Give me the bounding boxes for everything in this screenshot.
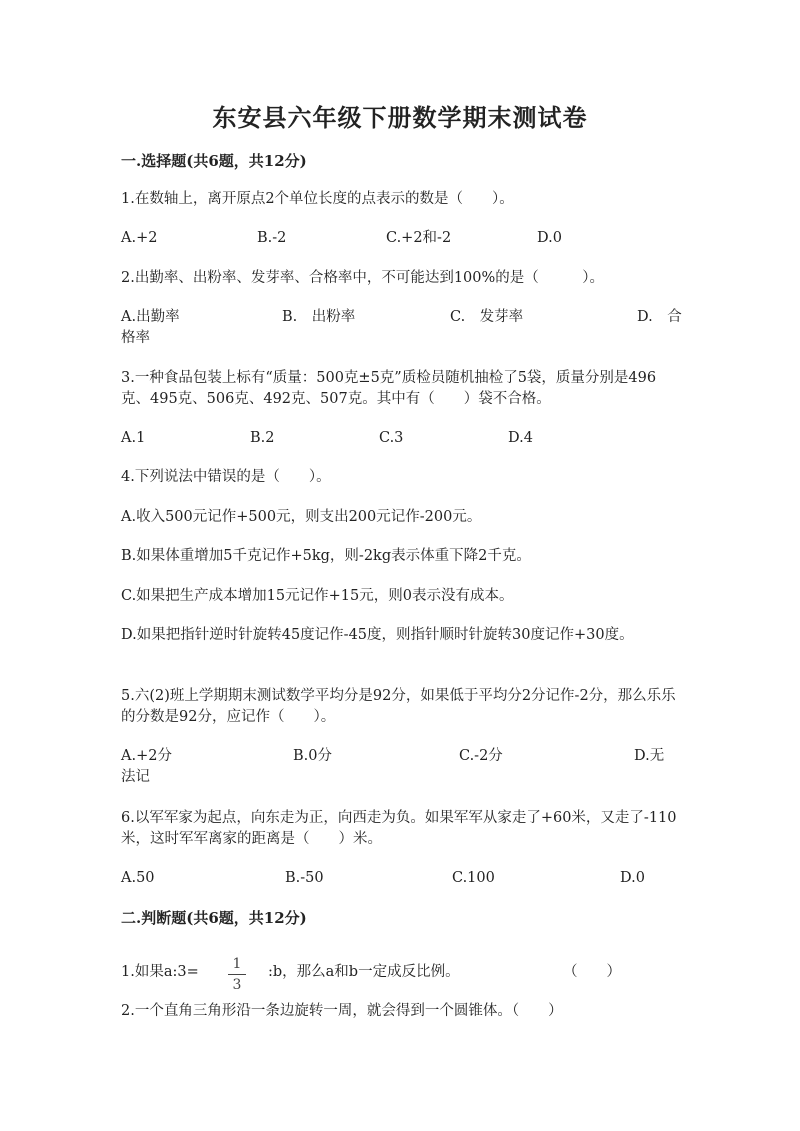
question-1: 1.在数轴上，离开原点2个单位长度的点表示的数是（ ）。: [121, 191, 514, 207]
q2-option-d: D. 合: [637, 309, 682, 325]
question-6: 6.以军军家为起点，向东走为正，向西走为负。如果军军从家走了+60米，又走了-110米，这时军军离家的距离是（ ）米。: [121, 810, 677, 847]
q6-option-d: D.0: [620, 870, 645, 886]
judge-2: 2.一个直角三角形沿一条边旋转一周，就会得到一个圆锥体。（ ）: [121, 1003, 563, 1019]
section-heading-choice: 一.选择题(共6题，共12分): [121, 152, 307, 170]
q2-option-b: B. 出粉率: [282, 309, 356, 325]
judge-1-prefix: 1.如果a:3=: [121, 964, 199, 980]
fraction-numerator: 1: [232, 956, 242, 972]
q5-option-b: B.0分: [293, 748, 332, 764]
fraction-denominator: 3: [232, 977, 242, 993]
page-title: 东安县六年级下册数学期末测试卷: [212, 103, 588, 132]
q3-option-c: C.3: [379, 430, 404, 446]
q1-option-c: C.+2和-2: [386, 230, 452, 246]
q6-option-c: C.100: [452, 870, 495, 886]
q5-option-a: A.+2分: [121, 748, 172, 764]
q5-option-d: D.无: [634, 748, 665, 764]
q3-option-d: D.4: [508, 430, 533, 446]
fraction-one-third: [226, 956, 248, 993]
question-4: 4.下列说法中错误的是（ ）。: [121, 469, 331, 485]
question-3: 3.一种食品包装上标有“质量：500克±5克”质检员随机抽检了5袋，质量分别是496克、495克、506克、492克、507克。其中有（ ）袋不合格。: [121, 370, 657, 407]
judge-1-answer-paren: （ ）: [563, 964, 621, 980]
judge-1-suffix: :b，那么a和b一定成反比例。: [268, 964, 460, 980]
question-5: 5.六(2)班上学期期末测试数学平均分是92分，如果低于平均分2分记作-2分，那么乐乐的分数是92分，应记作（ ）。: [121, 688, 676, 725]
q4-option-a: A.收入500元记作+500元，则支出200元记作-200元。: [121, 509, 482, 525]
fraction-bar: [228, 974, 246, 975]
q5-option-c: C.-2分: [459, 748, 503, 764]
q2-option-d-wrap: 格率: [121, 330, 150, 346]
q4-option-d: D.如果把指针逆时针旋转45度记作-45度，则指针顺时针旋转30度记作+30度。: [121, 627, 634, 643]
q1-option-a: A.+2: [121, 230, 158, 246]
q4-option-b: B.如果体重增加5千克记作+5kg，则-2kg表示体重下降2千克。: [121, 548, 531, 564]
q1-option-b: B.-2: [257, 230, 287, 246]
q1-option-d: D.0: [537, 230, 562, 246]
q2-option-a: A.出勤率: [121, 309, 180, 325]
q3-option-b: B.2: [250, 430, 275, 446]
q6-option-b: B.-50: [285, 870, 324, 886]
q3-option-a: A.1: [121, 430, 146, 446]
q2-option-c: C. 发芽率: [450, 309, 524, 325]
q4-option-c: C.如果把生产成本增加15元记作+15元，则0表示没有成本。: [121, 588, 514, 604]
q6-option-a: A.50: [121, 870, 155, 886]
q5-option-d-wrap: 法记: [121, 769, 150, 785]
question-2: 2.出勤率、出粉率、发芽率、合格率中，不可能达到100%的是（ ）。: [121, 270, 605, 286]
section-heading-judge: 二.判断题(共6题，共12分): [121, 909, 307, 927]
